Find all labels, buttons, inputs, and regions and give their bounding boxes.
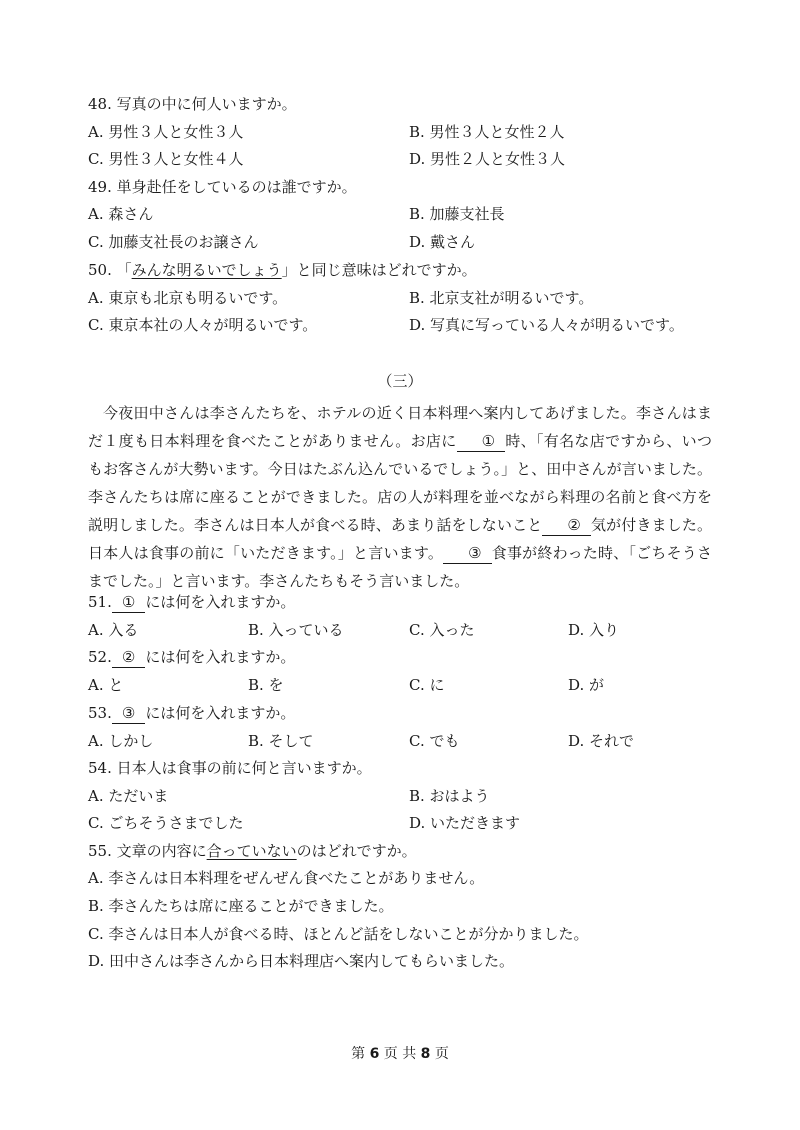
q50-option-c: C. 東京本社の人々が明るいです。	[88, 316, 318, 334]
passage-part-4: 食事が終わった時、「ごちそうさまでした。」と言います。李さんたちもそう言いました。	[88, 544, 712, 590]
q48-option-c: C. 男性３人と女性４人	[88, 150, 244, 168]
q55-option-b: B. 李さんたちは席に座ることができました。	[88, 897, 394, 915]
q55-underlined-phrase: 合っていない	[206, 842, 297, 860]
q53-number: 53.	[88, 704, 112, 722]
question-53-stem	[88, 701, 295, 725]
question-49-stem: 49. 単身赴任をしているのは誰ですか。	[88, 178, 357, 196]
q51-number: 51.	[88, 593, 112, 611]
passage-blank-3: ③	[443, 543, 491, 564]
page-footer	[0, 1043, 800, 1063]
q48-option-d: D. 男性２人と女性３人	[409, 150, 566, 168]
q51-option-d: D. 入り	[568, 621, 620, 639]
q53-blank: ③	[112, 703, 145, 724]
q48-option-a: A. 男性３人と女性３人	[88, 123, 244, 141]
footer-total-pages: 8	[420, 1046, 431, 1062]
passage-part-2: 時、「有名な店ですから、いつもお客さんが大勢います。今日はたぶん込んでいるでしょう。」と、田中さんが言いました。李さんたちは席に座ることができました。店の人が料理を並べながら料理の名前と食べ方を説明しました。李さんは日本人が食べる時、あまり話をしないこと	[88, 432, 712, 534]
q53-text: には何を入れますか。	[145, 704, 296, 722]
q49-option-c: C. 加藤支社長のお譲さん	[88, 233, 259, 251]
footer-middle: 页 共	[379, 1046, 421, 1062]
question-51-stem	[88, 590, 295, 614]
question-50-stem	[88, 258, 477, 282]
q49-option-d: D. 戴さん	[409, 233, 476, 251]
q52-option-b: B. を	[248, 676, 284, 694]
q53-option-b: B. そして	[248, 732, 314, 750]
footer-prefix: 第	[351, 1046, 370, 1062]
q53-option-d: D. それで	[568, 732, 635, 750]
q51-option-b: B. 入っている	[248, 621, 344, 639]
passage-part-1: 今夜田中さんは李さんたちを、ホテルの近く日本料理へ案内してあげました。李さんはまだ１度も日本料理を食べたことがありません。お店に	[88, 404, 712, 450]
passage-part-3: 気が付きました。日本人は食事の前に「いただきます。」と言います。	[88, 516, 712, 562]
q52-number: 52.	[88, 648, 112, 666]
section-title: （三）	[377, 372, 423, 390]
q51-option-c: C. 入った	[409, 621, 475, 639]
q52-blank: ②	[112, 647, 145, 668]
reading-passage	[88, 399, 712, 595]
q49-option-b: B. 加藤支社長	[409, 205, 505, 223]
q54-option-c: C. ごちそうさまでした	[88, 814, 244, 832]
passage-blank-2: ②	[542, 515, 590, 536]
footer-page-number: 6	[369, 1046, 380, 1062]
q51-text: には何を入れますか。	[145, 593, 296, 611]
q49-option-a: A. 森さん	[88, 205, 154, 223]
q53-option-a: A. しかし	[88, 732, 154, 750]
q50-option-a: A. 東京も北京も明るいです。	[88, 289, 288, 307]
q48-option-b: B. 男性３人と女性２人	[409, 123, 565, 141]
q52-option-d: D. が	[568, 676, 605, 694]
passage-blank-1: ①	[457, 431, 505, 452]
q51-blank: ①	[112, 592, 145, 613]
q55-option-c: C. 李さんは日本人が食べる時、ほとんど話をしないことが分かりました。	[88, 925, 589, 943]
question-55-stem	[88, 839, 417, 863]
q50-option-b: B. 北京支社が明るいです。	[409, 289, 594, 307]
question-48-stem: 48. 写真の中に何人いますか。	[88, 95, 297, 113]
q55-option-a: A. 李さんは日本料理をぜんぜん食べたことがありません。	[88, 869, 485, 887]
footer-suffix: 页	[430, 1046, 449, 1062]
q55-option-d: D. 田中さんは李さんから日本料理店へ案内してもらいました。	[88, 952, 515, 970]
q50-option-d: D. 写真に写っている人々が明るいです。	[409, 316, 684, 334]
question-52-stem	[88, 645, 295, 669]
q54-option-d: D. いただきます	[409, 814, 521, 832]
q52-option-a: A. と	[88, 676, 124, 694]
q55-stem-prefix: 55. 文章の内容に	[88, 842, 207, 860]
q50-underlined-phrase: みんな明るいでしょう	[131, 261, 282, 279]
q54-option-a: A. ただいま	[88, 787, 169, 805]
q53-option-c: C. でも	[409, 732, 460, 750]
q52-option-c: C. に	[409, 676, 445, 694]
question-54-stem: 54. 日本人は食事の前に何と言いますか。	[88, 759, 372, 777]
q51-option-a: A. 入る	[88, 621, 139, 639]
q50-stem-prefix: 50. 「	[88, 261, 132, 279]
q50-stem-suffix: 」と同じ意味はどれですか。	[281, 261, 477, 279]
q54-option-b: B. おはよう	[409, 787, 490, 805]
q52-text: には何を入れますか。	[145, 648, 296, 666]
q55-stem-suffix: のはどれですか。	[296, 842, 417, 860]
